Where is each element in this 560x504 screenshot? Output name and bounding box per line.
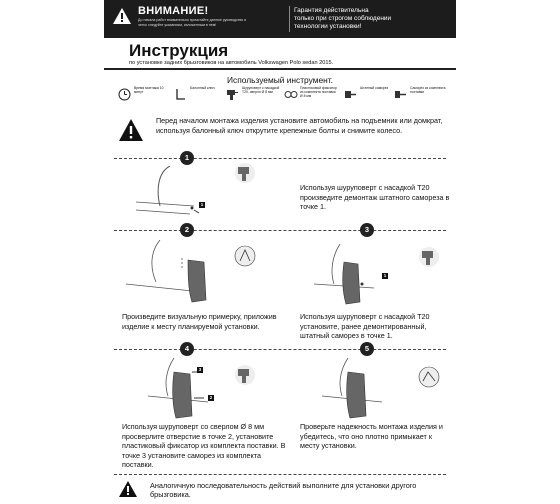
screwdriver-icon: [226, 88, 239, 101]
tool-label: Балонный ключ: [190, 86, 215, 90]
step-divider: [114, 474, 446, 475]
step1-illustration: [130, 166, 210, 222]
caution-icon: [118, 118, 144, 142]
warning-icon: [112, 7, 132, 25]
step-text: Используя шуруповерт с насадкой Т20 установите, ранее демонтированный, штатный саморез в точке 1.: [300, 312, 430, 341]
guarantee-note: [294, 7, 444, 31]
page-subtitle: по установке задних брызговиков на автомобиль Volkswagen Polo sedan 2015.: [129, 60, 334, 66]
caution-icon: [118, 480, 138, 498]
wheel-wrench-icon: [174, 88, 187, 101]
point-marker: 1: [383, 273, 387, 278]
header-divider: [289, 6, 290, 32]
step-divider: [114, 349, 446, 350]
point-marker: 3: [198, 367, 202, 372]
step-number: 3: [360, 223, 374, 237]
step-number: 4: [180, 342, 194, 356]
step2-illustration: [122, 240, 242, 306]
intro-text: Перед началом монтажа изделия установите автомобиль на подъемник или домкрат, используя балонный ключ открутите крепежные болты и снимите колесо.: [156, 116, 443, 135]
point-marker: 1: [200, 202, 204, 207]
guarantee-line: только при строгом соблюдении: [294, 15, 392, 22]
screwdriver-hint-icon: [418, 246, 440, 268]
tool-label: Шуруповерт с насадкой Т20, сверло Ø 8 мм: [242, 86, 280, 95]
tool-label: Саморез из комплекта поставки: [410, 86, 446, 95]
title-rule: [104, 68, 456, 70]
warning-title: ВНИМАНИЕ!: [138, 5, 209, 17]
step-text: Произведите визуальную примерку, приложив изделие к месту планируемой установки.: [122, 312, 277, 331]
screwdriver-hint-icon: [234, 162, 256, 184]
clip-icon: [284, 88, 298, 101]
step5-illustration: [318, 358, 394, 420]
tool-label: Штатный саморез: [360, 86, 389, 90]
footer-note: Аналогичную последовательность действий выполните для установки другого брызговика.: [150, 481, 417, 500]
warning-bar: [104, 0, 456, 38]
guarantee-line: Гарантия действительна: [294, 7, 369, 14]
step-text: Проверьте надежность монтажа изделия и убедитесь, что оно плотно примыкает к месту установки.: [300, 422, 443, 451]
step4-illustration: [144, 358, 224, 420]
step-divider: [114, 230, 446, 231]
point-marker: 2: [209, 395, 213, 400]
clock-icon: [118, 88, 131, 101]
step-number: 1: [180, 151, 194, 165]
instruction-sheet: [104, 0, 456, 504]
fit-hint-icon: [234, 245, 256, 267]
check-hint-icon: [418, 366, 440, 388]
step-text: Используя шуруповерт со сверлом Ø 8 мм просверлите отверстие в точке 2, установите пластиковый фиксатор из комплекта поставки. В точке 3 установите саморез из комплекта поставки.: [122, 422, 286, 470]
tools-heading: Используемый инструмент.: [226, 75, 333, 85]
tool-label: Время монтажа 10 минут: [134, 86, 164, 95]
step-number: 5: [360, 342, 374, 356]
step-divider: [114, 158, 446, 159]
step3-illustration: [310, 244, 390, 306]
page-title: Инструкция: [129, 41, 229, 60]
step-number: 2: [180, 223, 194, 237]
warning-text: До начала работ внимательно прочитайте данное руководство и четко следуйте указаниям, изложенным в нем!: [138, 18, 247, 27]
screw-icon: [344, 88, 357, 101]
screwdriver-hint-icon: [234, 364, 256, 386]
guarantee-line: технологии установки!: [294, 23, 362, 30]
step-text: Используя шуруповерт с насадкой Т20 произведите демонтаж штатного самореза в точке 1.: [300, 183, 450, 212]
tool-label: Пластиковый фиксатор из комплекта поставки Ø 8 мм: [300, 86, 337, 99]
kit-screw-icon: [394, 88, 407, 101]
